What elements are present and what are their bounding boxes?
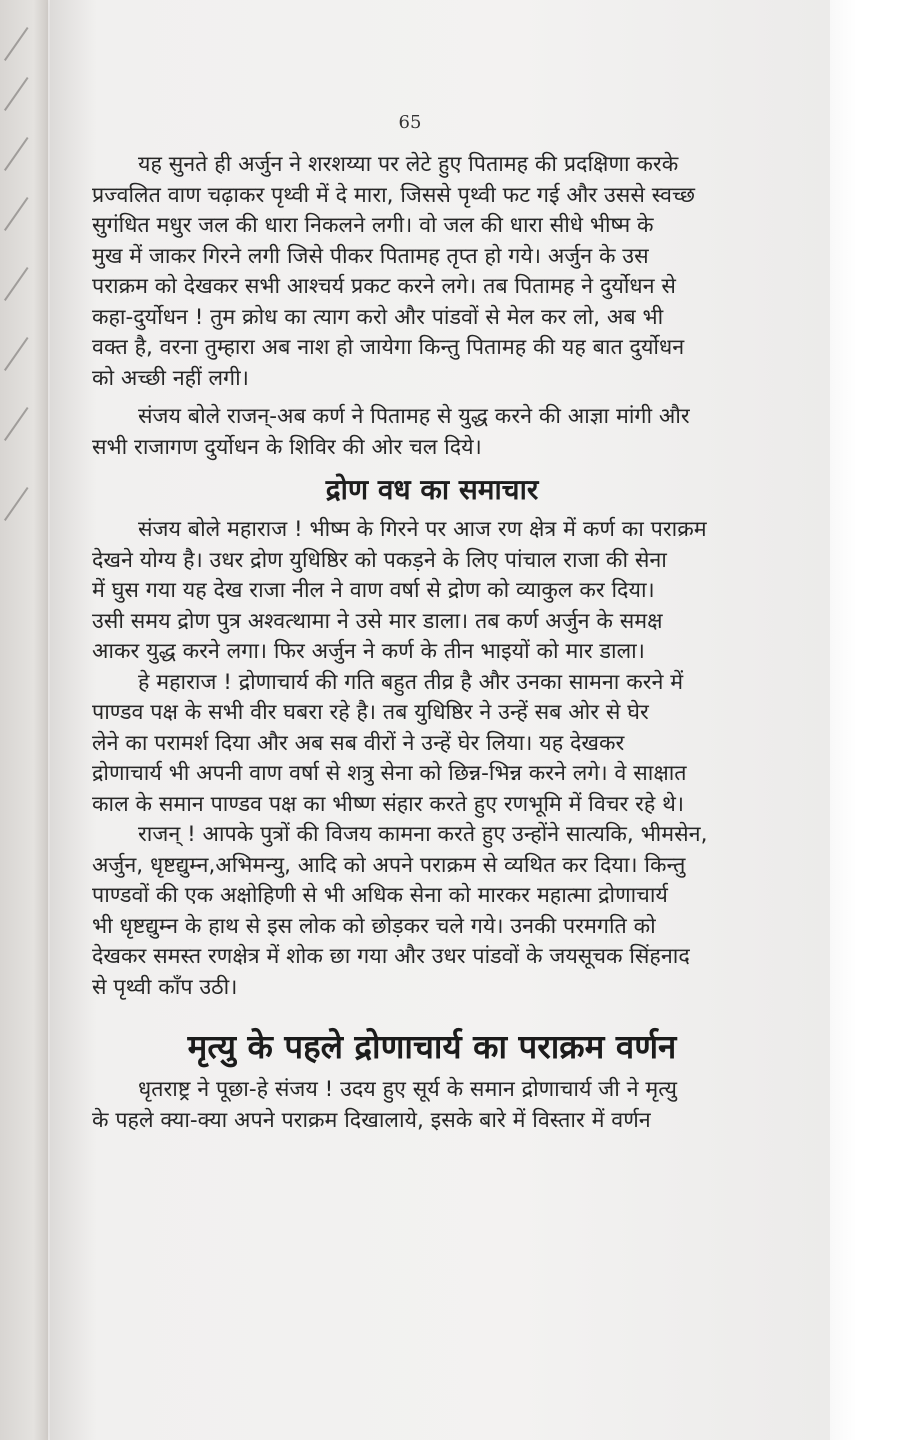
text-line: वक्त है, वरना तुम्हारा अब नाश हो जायेगा किन्तु पितामह की यह बात दुर्योधन <box>92 335 685 360</box>
text-line: प्रज्वलित वाण चढ़ाकर पृथ्वी में दे मारा, जिससे पृथ्वी फट गई और उससे स्वच्छ <box>92 182 695 208</box>
text-line: पाण्डवों की एक अक्षोहिणी से भी अधिक सेना को मारकर महात्मा द्रोणाचार्य <box>92 883 668 908</box>
text-line: धृतराष्ट्र ने पूछा-हे संजय ! उदय हुए सूर्य के समान द्रोणाचार्य जी ने मृत्यु <box>138 1077 677 1102</box>
paragraph-intro <box>92 150 772 394</box>
text-line: मुख में जाकर गिरने लगी जिसे पीकर पितामह तृप्त हो गये। अर्जुन के उस <box>92 243 649 269</box>
text-line: से पृथ्वी काँप उठी। <box>92 974 238 1000</box>
paragraph-maharaj <box>92 668 772 821</box>
paragraph-drona <box>92 515 772 668</box>
paragraph-dhritarashtra <box>92 1075 772 1136</box>
text-line: देखने योग्य है। उधर द्रोण युधिष्ठिर को पकड़ने के लिए पांचाल राजा की सेना <box>92 547 667 573</box>
text-line: पराक्रम को देखकर सभी आश्चर्य प्रकट करने लगे। तब पितामह ने दुर्योधन से <box>92 274 676 299</box>
text-line: सुगंधित मधुर जल की धारा निकलने लगी। वो जल की धारा सीधे भीष्म के <box>92 213 654 238</box>
text-line: संजय बोले महाराज ! भीष्म के गिरने पर आज रण क्षेत्र में कर्ण का पराक्रम <box>138 517 707 542</box>
section-heading-drona: द्रोण वध का समाचार <box>325 473 539 506</box>
page-text <box>92 150 772 1136</box>
text-line: के पहले क्या-क्या अपने पराक्रम दिखालाये, इसके बारे में विस्तार में वर्णन <box>92 1107 651 1133</box>
text-line: अर्जुन, धृष्टद्युम्न,अभिमन्यु, आदि को अपने पराक्रम से व्यथित कर दिया। किन्तु <box>92 852 686 878</box>
page-stack-edge <box>830 0 897 1440</box>
text-line: लेने का परामर्श दिया और अब सब वीरों ने उन्हें घेर लिया। यह देखकर <box>92 730 625 756</box>
adjacent-page-edge <box>0 0 48 1440</box>
text-line: हे महाराज ! द्रोणाचार्य की गति बहुत तीव्र है और उनका सामना करने में <box>138 669 684 695</box>
paragraph-rajan <box>92 820 772 1003</box>
text-line: उसी समय द्रोण पुत्र अश्वत्थामा ने उसे मार डाला। तब कर्ण अर्जुन के समक्ष <box>92 608 663 634</box>
text-line: सभी राजागण दुर्योधन के शिविर की ओर चल दिये। <box>92 434 482 460</box>
text-line: भी धृष्टद्युम्न के हाथ से इस लोक को छोड़कर चले गये। उनकी परमगति को <box>92 913 656 939</box>
text-line: काल के समान पाण्डव पक्ष का भीष्ण संहार करते हुए रणभूमि में विचर रहे थे। <box>92 791 685 817</box>
text-line: संजय बोले राजन्-अब कर्ण ने पितामह से युद्ध करने की आज्ञा मांगी और <box>138 404 690 429</box>
text-line: द्रोणाचार्य भी अपनी वाण वर्षा से शत्रु सेना को छिन्न-भिन्न करने लगे। वे साक्षात <box>92 761 687 786</box>
text-line: आकर युद्ध करने लगा। फिर अर्जुन ने कर्ण के तीन भाइयों को मार डाला। <box>92 639 645 664</box>
paragraph-sanjay <box>92 402 772 463</box>
text-line: राजन् ! आपके पुत्रों की विजय कामना करते हुए उन्होंने सात्यकि, भीमसेन, <box>138 822 708 847</box>
text-line: यह सुनते ही अर्जुन ने शरशय्या पर लेटे हुए पितामह की प्रदक्षिणा करके <box>138 152 679 177</box>
section-heading-parakram: मृत्यु के पहले द्रोणाचार्य का पराक्रम वर्णन <box>187 1027 677 1066</box>
text-line: में घुस गया यह देख राजा नील ने वाण वर्षा से द्रोण को व्याकुल कर दिया। <box>92 578 655 603</box>
text-line: देखकर समस्त रणक्षेत्र में शोक छा गया और उधर पांडवों के जयसूचक सिंहनाद <box>92 944 690 969</box>
text-line: पाण्डव पक्ष के सभी वीर घबरा रहे है। तब युधिष्ठिर ने उन्हें सब ओर से घेर <box>92 700 649 725</box>
page-number: 65 <box>398 112 422 133</box>
text-line: कहा-दुर्योधन ! तुम क्रोध का त्याग करो और पांडवों से मेल कर लो, अब भी <box>92 304 664 330</box>
text-line: को अच्छी नहीं लगी। <box>92 365 249 391</box>
